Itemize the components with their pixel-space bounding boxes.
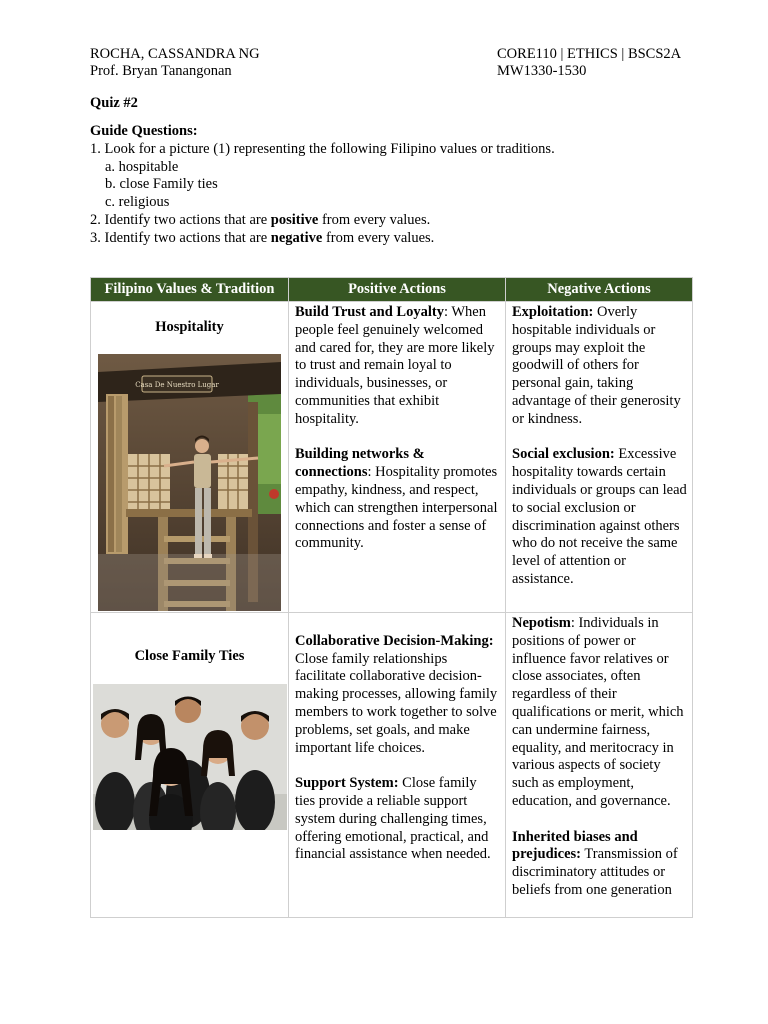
professor-name: Prof. Bryan Tanangonan (90, 62, 232, 79)
question-3-text: 3. Identify two actions that are (90, 229, 271, 246)
value-cell (91, 613, 289, 918)
negative-cell (506, 302, 693, 613)
student-name: ROCHA, CASSANDRA NG (90, 46, 260, 62)
action-title: Build Trust and Loyalty (295, 304, 444, 320)
action-text: Close family ties provide a reliable support system during challenging times, offering emotional, practical, and financial assistance when needed. (295, 775, 491, 863)
quiz-title: Quiz #2 (90, 95, 138, 111)
negative-action (512, 446, 687, 588)
family-photo (93, 684, 287, 830)
question-1-item-b: b. close Family ties (105, 176, 218, 193)
header-positive: Positive Actions (289, 278, 506, 302)
question-2-text: 2. Identify two actions that are (90, 211, 271, 228)
table-row-family-ties (91, 613, 693, 918)
action-separator: : (570, 615, 579, 631)
question-1-item-a: a. hospitable (105, 158, 179, 175)
student-info (90, 46, 260, 79)
negative-action (512, 615, 687, 811)
question-2-emphasis: positive (270, 211, 319, 228)
question-2-text-end: from every values. (318, 211, 431, 228)
action-text: When people feel genuinely welcomed and cared for, they are more likely to trust and remain loyal to individuals, businesses, or communities that exhibit hospitality. (295, 304, 495, 427)
question-1-item-c: c. religious (105, 194, 170, 211)
question-3-text-end: from every values. (322, 229, 435, 246)
positive-action (295, 633, 500, 758)
action-text: Transmission of discriminatory attitudes or beliefs from one generation (512, 846, 678, 898)
question-1: 1. Look for a picture (1) representing the following Filipino values or traditions. (90, 140, 555, 157)
course-info (497, 46, 681, 79)
action-text: Close family relationships facilitate collaborative decision-making processes, allowing family members to work together to solve problems, set goals, and make important life choices. (295, 650, 498, 756)
header-negative: Negative Actions (506, 278, 693, 302)
negative-action (512, 304, 687, 429)
hospitality-photo (98, 354, 281, 611)
question-2 (90, 212, 555, 230)
positive-action (295, 304, 500, 429)
guide-questions (90, 123, 555, 248)
course-code: CORE110 | ETHICS | BSCS2A (497, 46, 682, 62)
value-name: Hospitality (155, 319, 224, 335)
values-table (90, 277, 693, 918)
guide-title: Guide Questions: (90, 123, 198, 139)
action-title: Social exclusion: (512, 446, 615, 463)
action-title: Collaborative Decision-Making: (295, 632, 494, 649)
action-title: Exploitation: (512, 304, 594, 320)
positive-cell (289, 302, 506, 613)
negative-action (512, 829, 687, 900)
positive-cell (289, 613, 506, 918)
positive-action (295, 775, 500, 864)
action-text: Hospitality promotes empathy, kindness, and respect, which can strengthen interpersonal connections and foster a sense of community. (295, 464, 498, 552)
action-title: Building networks & connections (295, 446, 425, 481)
negative-cell (506, 613, 693, 918)
question-3-emphasis: negative (270, 229, 323, 246)
class-schedule: MW1330-1530 (497, 62, 587, 79)
header-values: Filipino Values & Tradition (91, 278, 289, 302)
table-row-hospitality (91, 302, 693, 613)
value-cell (91, 302, 289, 613)
sign-text: Casa De Nuestro Lugar (135, 380, 219, 389)
positive-action (295, 446, 500, 553)
action-title: Inherited biases and prejudices: (512, 828, 638, 863)
table-header-row (91, 278, 693, 302)
action-title: Support System: (295, 775, 399, 792)
action-text: Excessive hospitality towards certain individuals or groups can lead to social exclusion or discrimination against others who do not receive the same level of attention or assistance. (512, 446, 687, 587)
question-3 (90, 230, 555, 248)
action-separator: : (443, 304, 452, 320)
action-text: Individuals in positions of power or influence favor relatives or close associates, often regardless of their qualifications or merit, which can undermine fairness, equality, and meritocracy in various aspects of society such as employment, education, and governance. (512, 615, 684, 809)
action-separator: : (367, 464, 376, 481)
action-title: Nepotism (512, 615, 571, 631)
action-text: Overly hospitable individuals or groups may exploit the goodwill of others for personal gain, taking advantage of their generosity or kindness. (512, 304, 681, 427)
value-name: Close Family Ties (134, 648, 245, 664)
